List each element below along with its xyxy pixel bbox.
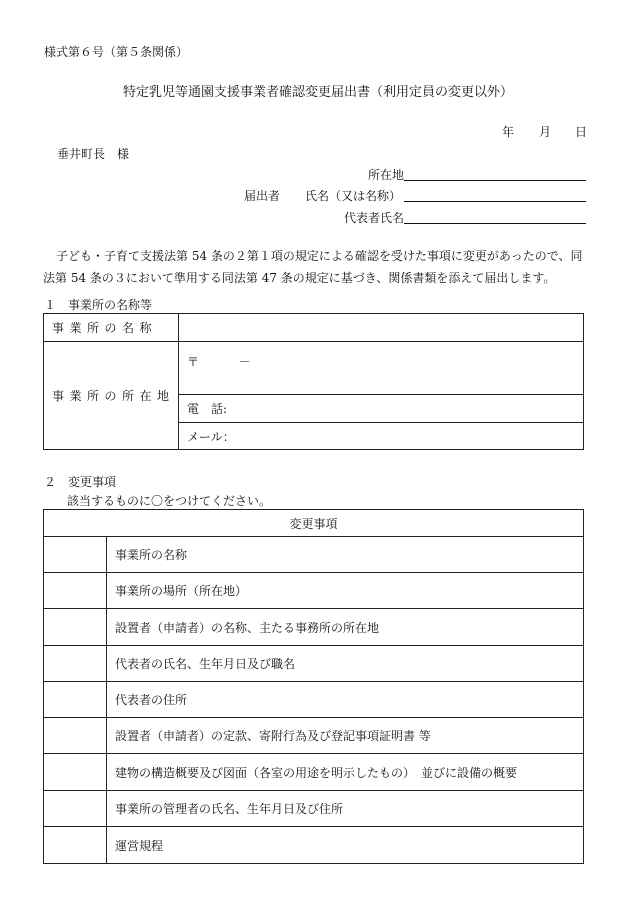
date-day-label: 日	[575, 125, 588, 139]
change-items-table	[43, 509, 584, 864]
representative-label: 代表者氏名	[344, 211, 405, 225]
postal-address-field[interactable]	[179, 342, 584, 395]
phone-field[interactable]	[179, 395, 584, 423]
mark-cell-4[interactable]	[44, 646, 107, 682]
addressee: 垂井町長 様	[57, 147, 130, 161]
facility-name-label: 事業所の名称	[44, 314, 179, 342]
mark-cell-9[interactable]	[44, 827, 107, 864]
body-text-line-2: 法第 54 条の３において準用する同法第 47 条の規定に基づき、関係書類を添えて届出します。	[43, 271, 556, 285]
date-month-label: 月	[539, 125, 552, 139]
facility-name-field[interactable]	[179, 314, 584, 342]
change-item-label: 建物の構造概要及び図面（各室の用途を明示したもの） 並びに設備の概要	[107, 754, 584, 791]
change-item-label: 代表者の氏名、生年月日及び職名	[107, 646, 584, 682]
form-number: 様式第６号（第５条関係）	[44, 45, 189, 59]
section1-heading: １ 事業所の名称等	[44, 298, 153, 312]
body-text-line-1: 子ども・子育て支援法第 54 条の２第１項の規定による確認を受けた事項に変更があったので、同	[56, 249, 583, 263]
change-item-label: 運営規程	[107, 827, 584, 864]
change-item-label: 設置者（申請者）の定款、寄附行為及び登記事項証明書 等	[107, 718, 584, 754]
address-label: 所在地	[368, 168, 405, 182]
section2-heading: ２ 変更事項	[44, 475, 117, 489]
mark-cell-5[interactable]	[44, 682, 107, 718]
mark-cell-7[interactable]	[44, 754, 107, 791]
email-field[interactable]	[179, 423, 584, 450]
section2-instruction: 該当するものに〇をつけてください。	[67, 494, 272, 508]
facility-location-label: 事業所の所在地	[44, 342, 179, 450]
mark-cell-8[interactable]	[44, 791, 107, 827]
document-title: 特定乳児等通園支援事業者確認変更届出書（利用定員の変更以外）	[123, 85, 514, 100]
date-year-label: 年	[502, 125, 515, 139]
change-item-label: 事業所の管理者の氏名、生年月日及び住所	[107, 791, 584, 827]
email-label: メール：	[187, 429, 235, 444]
address-field-line[interactable]	[404, 180, 586, 181]
postal-mark: 〒	[187, 355, 200, 369]
mark-cell-1[interactable]	[44, 537, 107, 573]
change-item-label: 事業所の名称	[107, 537, 584, 573]
mark-cell-6[interactable]	[44, 718, 107, 754]
change-items-header: 変更事項	[44, 510, 584, 537]
applicant-heading: 届出者	[244, 189, 281, 203]
representative-field-line[interactable]	[404, 223, 586, 224]
mark-cell-3[interactable]	[44, 609, 107, 646]
name-field-line[interactable]	[404, 201, 586, 202]
mark-cell-2[interactable]	[44, 573, 107, 609]
phone-label: 電 話:	[187, 402, 228, 416]
change-item-label: 設置者（申請者）の名称、主たる事務所の所在地	[107, 609, 584, 646]
change-item-label: 代表者の住所	[107, 682, 584, 718]
name-label: 氏名（又は名称）	[305, 189, 402, 203]
postal-dash: －	[238, 355, 251, 369]
change-item-label: 事業所の場所（所在地）	[107, 573, 584, 609]
facility-table	[43, 313, 584, 450]
